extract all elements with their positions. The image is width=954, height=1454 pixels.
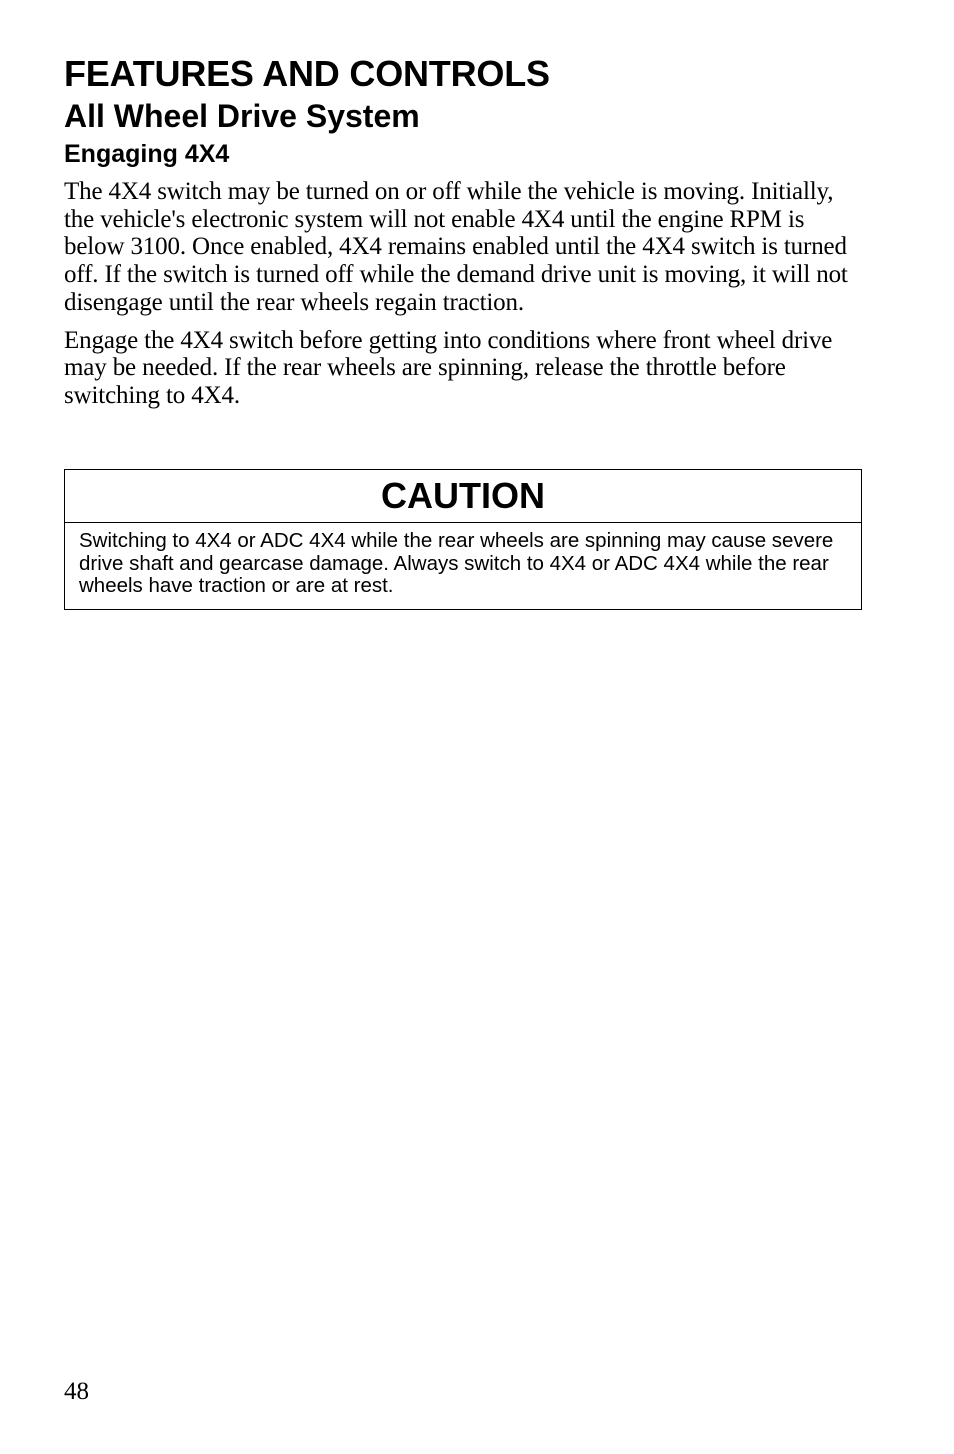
body-paragraph: Engage the 4X4 switch before getting into conditions where front wheel drive may be needed. If the rear wheels are spinning, release the throttle before switching to 4X4.: [64, 326, 833, 409]
topic-title: Engaging 4X4: [64, 140, 230, 168]
caution-box: [64, 469, 862, 610]
subsection-title: All Wheel Drive System: [64, 98, 420, 134]
section-title: FEATURES AND CONTROLS: [64, 53, 550, 94]
caution-text: Switching to 4X4 or ADC 4X4 while the rear wheels are spinning may cause severe drive shaft and gearcase damage. Always switch to 4X4 or ADC 4X4 while the rear wheels have traction or are at rest.: [79, 529, 834, 597]
caution-heading: CAUTION: [65, 470, 861, 523]
page-number: 48: [64, 1378, 89, 1405]
page-content: [64, 52, 864, 420]
body-paragraph: The 4X4 switch may be turned on or off while the vehicle is moving. Initially, the vehicle's electronic system will not enable 4X4 until the engine RPM is below 3100. Once enabled, 4X4 remains enabled until the 4X4 switch is turned off. If the switch is turned off while the demand drive unit is moving, it will not disengage until the rear wheels regain traction.: [64, 178, 848, 316]
